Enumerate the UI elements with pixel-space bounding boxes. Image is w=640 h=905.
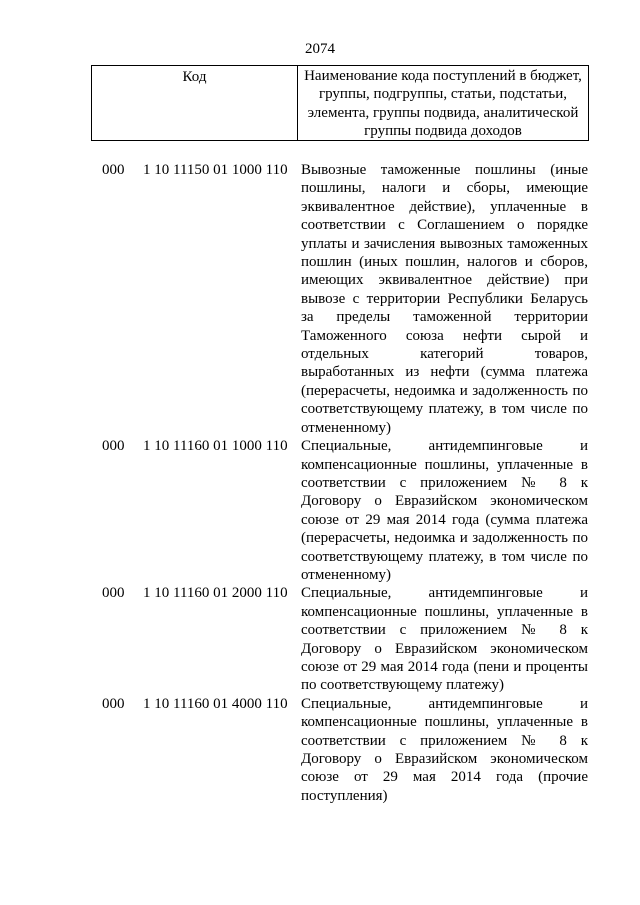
- page-number: 2074: [305, 41, 335, 57]
- income-code: 1 10 11160 01 4000 110: [143, 695, 288, 712]
- admin-code: 000: [102, 162, 125, 178]
- income-code: 1 10 11160 01 2000 110: [143, 585, 288, 602]
- header-name-column: Наименование кода поступлений в бюджет, группы, подгруппы, статьи, подстатьи, элемента, группы подвида, аналитической группы подвида доходов: [304, 68, 582, 140]
- income-description: Специальные, антидемпинговые и компенсационные пошлины, уплаченные в соответствии с приложением № 8 к Договору о Евразийском экономическом союзе от 29 мая 2014 года (сумма платежа (перерасчеты, недоимка и задолженность по соответствующему платежу, в том числе по отмененному): [301, 438, 588, 583]
- table-header: [91, 65, 589, 141]
- income-code-list: [0, 161, 640, 805]
- table-row: [0, 161, 640, 437]
- table-row: [0, 695, 640, 805]
- income-description: Специальные, антидемпинговые и компенсационные пошлины, уплаченные в соответствии с приложением № 8 к Договору о Евразийском экономическом союзе от 29 мая 2014 года (прочие поступления): [301, 695, 588, 804]
- table-row: [0, 437, 640, 584]
- income-code: 1 10 11160 01 1000 110: [143, 438, 288, 455]
- admin-code: 000: [102, 695, 125, 712]
- income-description: Вывозные таможенные пошлины (иные пошлины, налоги и сборы, имеющие эквивалентное действие), уплаченные в соответствии с Соглашением о порядке уплаты и зачисления вывозных таможенных пошлин (иных пошлин, налогов и сборов, имеющих эквивалентное действие) при вывозе с территории Республики Беларусь за пределы таможенной территории Таможенного союза нефти сырой и отдельных категорий товаров, выработанных из нефти (сумма платежа (перерасчеты, недоимка и задолженность по соответствующему платежу, в том числе по отмененному): [301, 162, 588, 436]
- table-row: [0, 584, 640, 694]
- income-description: Специальные, антидемпинговые и компенсационные пошлины, уплаченные в соответствии с приложением № 8 к Договору о Евразийском экономическом союзе от 29 мая 2014 года (пени и проценты по соответствующему платежу): [301, 585, 588, 694]
- admin-code: 000: [102, 585, 125, 602]
- admin-code: 000: [102, 438, 125, 455]
- income-code: 1 10 11150 01 1000 110: [143, 162, 288, 178]
- header-code-column: Код: [92, 66, 298, 140]
